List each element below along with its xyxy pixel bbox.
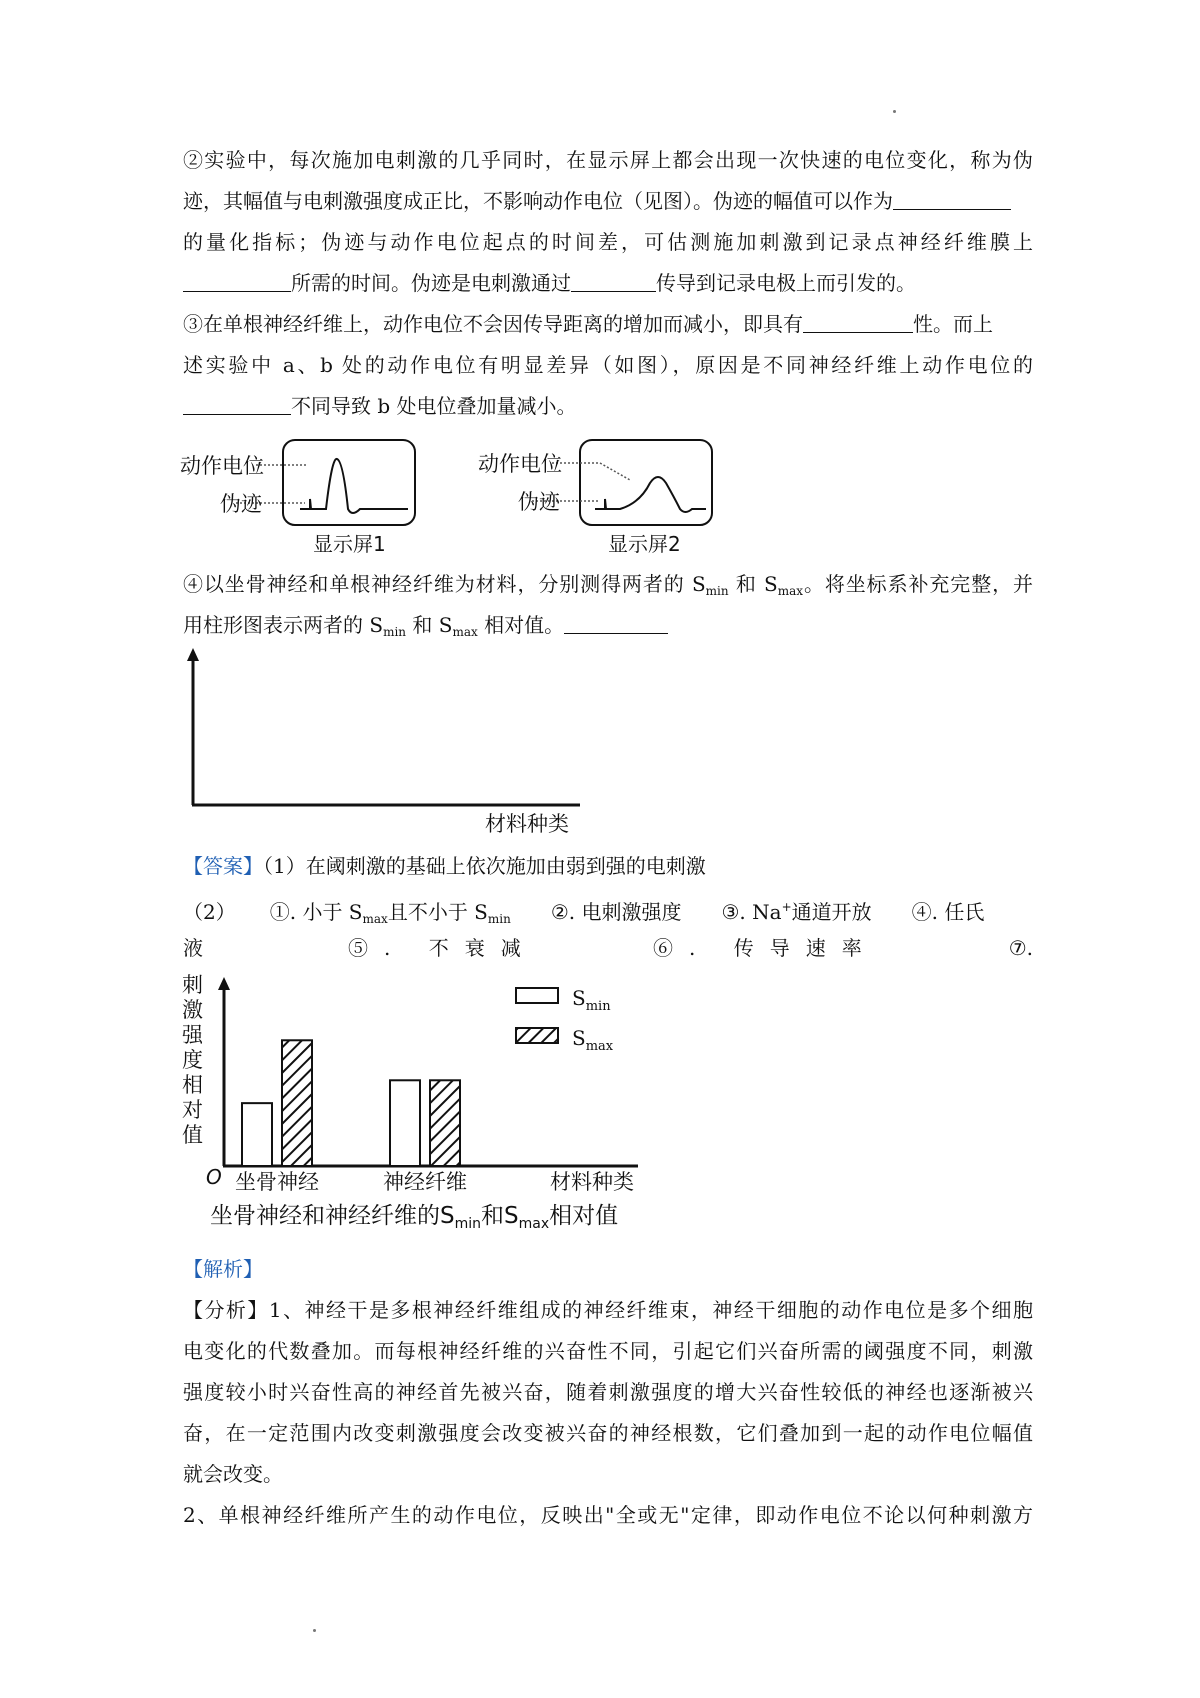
screen-1 <box>180 440 415 556</box>
q3-line1-end: 性。而上 <box>913 312 993 336</box>
legend-label-max: $S_{max}$ <box>572 1026 614 1054</box>
answer-line3 <box>183 933 1033 963</box>
answer-2-item3: ③. Na <box>721 900 782 924</box>
q2-line2-text: 迹，其幅值与电刺激强度成正比，不影响动作电位（见图）。伪迹的幅值可以作为 <box>183 189 893 213</box>
answer-blank-5[interactable] <box>183 392 291 415</box>
analysis-p1-l5: 就会改变。 <box>183 1462 283 1486</box>
q4-line2-sub-max: max <box>452 625 478 639</box>
label-artifact-2: 伪迹 <box>518 490 560 514</box>
analysis-p1-l1: 【分析】1、神经干是多根神经纤维组成的神经纤维束，神经干细胞的动作电位是多个细胞 <box>183 1298 1033 1322</box>
y-label-char-3: 度 <box>182 1048 203 1072</box>
y-label-char-5: 对 <box>182 1098 203 1122</box>
y-label-char-4: 相 <box>182 1073 203 1097</box>
answer-2-item7: ⑦. <box>1008 936 1033 960</box>
category-label-0: 坐骨神经 <box>235 1170 319 1194</box>
answer-tag: 【答案】 <box>183 854 263 878</box>
q4-line1-b: 和 S <box>728 572 778 596</box>
answer-line2 <box>183 892 1033 934</box>
answer-2-item4: ④. 任氏 <box>911 900 985 924</box>
chart-x-label: 材料种类 <box>550 1170 634 1194</box>
q4-line1-c: 。将坐标系补充完整，并 <box>803 572 1034 596</box>
chart-bars <box>242 1040 460 1166</box>
answer-2-item4b: 液 <box>183 936 203 960</box>
bar-0-max <box>282 1040 312 1166</box>
q3-line3-text: 不同导致 b 处电位叠加量减小。 <box>291 394 577 418</box>
legend-swatch-min <box>516 988 558 1003</box>
bar-1-min <box>390 1080 420 1166</box>
chart-title: 坐骨神经和神经纤维的$S_{min}$和$S_{max}$相对值 <box>210 1203 619 1232</box>
answer-blank-6[interactable] <box>564 611 668 634</box>
label-ap-2: 动作电位 <box>478 452 562 476</box>
answer-blank-1[interactable] <box>893 187 1011 210</box>
answer-2-item2: ②. 电刺激强度 <box>550 900 682 924</box>
answer-sub-min: min <box>487 912 511 926</box>
bar-1-max <box>430 1080 460 1166</box>
analysis-p1-l3: 强度较小时兴奋性高的神经首先被兴奋，随着刺激强度的增大兴奋性较低的神经也逐渐被兴 <box>183 1380 1033 1404</box>
q4-line2-b: 和 S <box>406 613 453 637</box>
q2-line4-text: 所需的时间。伪迹是电刺激通过 <box>291 271 571 295</box>
q4-line2-c: 相对值。 <box>477 613 565 637</box>
q3-line3 <box>183 391 1033 421</box>
answer-2-item6: ⑥. 传导速率 <box>653 936 878 960</box>
label-artifact-1: 伪迹 <box>220 492 262 516</box>
answer-2-item1b: 且不小于 S <box>387 900 488 924</box>
analysis-tag: 【解析】 <box>183 1257 263 1281</box>
q4-line1-a: ④以坐骨神经和单根神经纤维为材料，分别测得两者的 S <box>183 572 706 596</box>
q3-line2: 述实验中 a、b 处的动作电位有明显差异（如图），原因是不同神经纤维上动作电位的 <box>183 353 1033 377</box>
oscilloscope-figure <box>180 435 720 560</box>
chart-y-arrow <box>218 977 230 990</box>
bar-0-min <box>242 1103 272 1166</box>
q3-line1 <box>183 309 1033 339</box>
answer-line1 <box>183 851 1033 881</box>
screen-2-caption: 显示屏2 <box>608 532 681 556</box>
q2-line4 <box>183 268 1033 298</box>
answer-2-item5: ⑤. 不衰减 <box>348 936 537 960</box>
page-mark-bottom <box>313 1629 316 1632</box>
chart-y-label <box>182 973 204 1147</box>
q4-line1 <box>183 569 1033 606</box>
analysis-p1-l4: 奋，在一定范围内改变刺激强度会改变被兴奋的神经根数，它们叠加到一起的动作电位幅值 <box>183 1421 1033 1445</box>
legend-label-min: $S_{min}$ <box>572 986 611 1014</box>
y-label-char-2: 强 <box>182 1023 203 1047</box>
legend-swatch-max <box>516 1028 558 1043</box>
answer-sub-max: max <box>362 912 388 926</box>
page-mark-top <box>893 110 896 113</box>
answer-blank-3[interactable] <box>571 269 656 292</box>
q2-line4-end: 传导到记录电极上而引发的。 <box>656 271 916 295</box>
empty-axes-figure <box>180 645 600 840</box>
answer-1: （1）在阈刺激的基础上依次施加由弱到强的电刺激 <box>263 854 706 878</box>
q3-line1-text: ③在单根神经纤维上，动作电位不会因传导距离的增加而减小，即具有 <box>183 312 803 336</box>
y-label-char-1: 激 <box>182 998 203 1022</box>
q2-line2 <box>183 186 1033 216</box>
analysis-p2-l1: 2、单根神经纤维所产生的动作电位，反映出"全或无"定律，即动作电位不论以何种刺激方 <box>183 1503 1033 1527</box>
q4-line2-sub-min: min <box>383 625 407 639</box>
answer-2-num: （2） <box>183 900 236 924</box>
screen-2 <box>478 440 712 556</box>
screen-1-caption: 显示屏1 <box>313 532 386 556</box>
chart-categories <box>235 1170 467 1194</box>
answer-2-item3b: 通道开放 <box>791 900 872 924</box>
answer-sup-plus: + <box>781 900 792 914</box>
bar-chart <box>180 970 650 1238</box>
y-label-char-0: 刺 <box>182 973 203 997</box>
q4-line2-a: 用柱形图表示两者的 S <box>183 613 384 637</box>
q4-sub-max: max <box>777 584 804 598</box>
q4-line2 <box>183 610 1033 647</box>
q4-sub-min: min <box>705 584 729 598</box>
chart-legend <box>516 986 614 1054</box>
answer-2-item1: ①. 小于 S <box>269 900 363 924</box>
empty-axes-x-label: 材料种类 <box>485 812 569 836</box>
label-ap-1: 动作电位 <box>180 454 264 478</box>
y-label-char-6: 值 <box>182 1123 203 1147</box>
q2-line1: ②实验中，每次施加电刺激的几乎同时，在显示屏上都会出现一次快速的电位变化，称为伪 <box>183 148 1033 172</box>
chart-origin: O <box>206 1165 222 1189</box>
q2-line3: 的量化指标；伪迹与动作电位起点的时间差，可估测施加刺激到记录点神经纤维膜上 <box>183 230 1033 254</box>
answer-blank-4[interactable] <box>803 310 913 333</box>
analysis-p1-l2: 电变化的代数叠加。而每根神经纤维的兴奋性不同，引起它们兴奋所需的阈强度不同，刺激 <box>183 1339 1033 1363</box>
category-label-1: 神经纤维 <box>383 1170 467 1194</box>
answer-blank-2[interactable] <box>183 269 291 292</box>
